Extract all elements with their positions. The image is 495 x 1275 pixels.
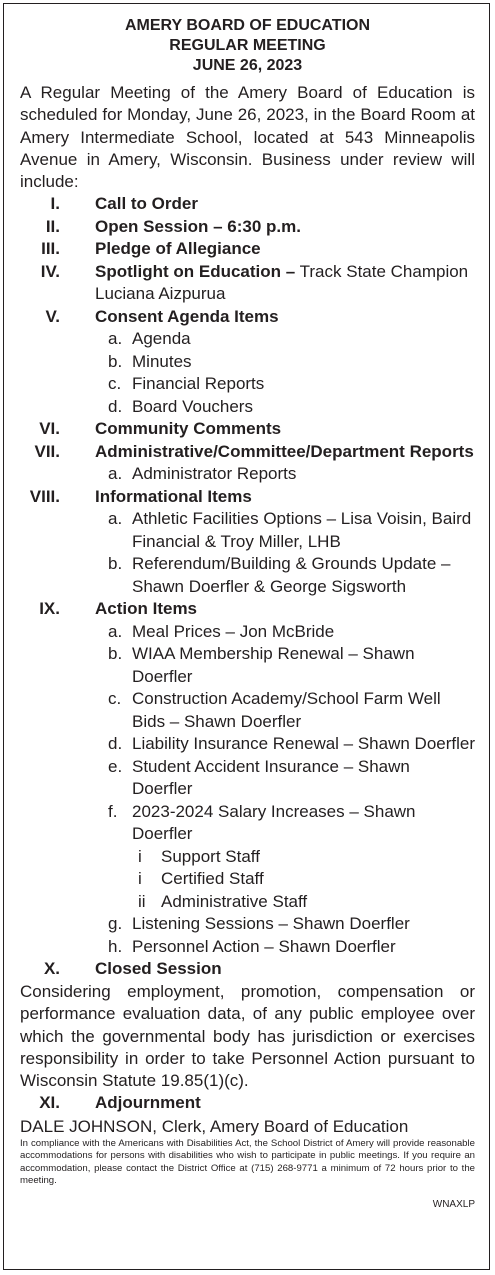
sub-sub-item: [20, 868, 475, 891]
sub-item: [20, 733, 475, 756]
meeting-notice: [20, 16, 475, 1210]
sub-item: [20, 756, 475, 801]
sub-item-letter: a.: [108, 464, 123, 484]
agenda-item-call-to-order: [20, 193, 475, 216]
item-label: Community Comments: [95, 419, 282, 439]
agenda-item-informational: [20, 486, 475, 509]
sub-item-text: Personnel Action – Shawn Doerfler: [132, 936, 396, 956]
sub-item-text: Meal Prices – Jon McBride: [132, 621, 335, 641]
agenda-item-open-session: [20, 216, 475, 239]
item-label: Action Items: [95, 599, 198, 619]
item-number: VIII.: [29, 486, 60, 506]
closed-session-description: Considering employment, promotion, compensation or performance evaluation data, of any public employee over which the governmental body has jurisdiction or exercises responsibility in order to take Personnel Action pursuant to Wisconsin Statute 19.85(1)(c).: [20, 981, 475, 1091]
item-label: Spotlight on Education –: [95, 261, 296, 281]
sub-item-text: Board Vouchers: [132, 396, 253, 416]
sub-item-letter: e.: [108, 756, 123, 776]
sub-item-letter: a.: [108, 621, 123, 641]
publication-code: WNAXLP: [432, 1199, 475, 1211]
sub-item-text: 2023-2024 Salary Increases – Shawn Doerfler: [132, 801, 416, 844]
item-label: Open Session – 6:30 p.m.: [95, 216, 301, 236]
sub-sub-item-text: Support Staff: [161, 846, 260, 866]
sub-sub-item-numeral: i: [138, 846, 142, 866]
item-text: [95, 261, 475, 306]
item-number: VII.: [34, 441, 60, 461]
sub-item: [20, 463, 475, 486]
header-board-name: AMERY BOARD OF EDUCATION: [124, 17, 371, 34]
sub-sub-item-numeral: ii: [138, 891, 146, 911]
agenda-item-pledge: [20, 238, 475, 261]
agenda-item-spotlight: [20, 261, 475, 306]
agenda-item-closed-session: [20, 958, 475, 981]
sub-item-letter: b.: [108, 351, 123, 371]
item-label: Pledge of Allegiance: [95, 239, 261, 259]
sub-item: [20, 553, 475, 598]
item-number: III.: [41, 239, 60, 259]
sub-item: [20, 328, 475, 351]
sub-item: [20, 913, 475, 936]
sub-item: [20, 508, 475, 553]
agenda-item-community-comments: [20, 418, 475, 441]
sub-item-text: Financial Reports: [132, 374, 265, 394]
sub-item-text: Student Accident Insurance – Shawn Doerfler: [132, 756, 410, 799]
sub-item-letter: f.: [108, 801, 118, 821]
sub-item-letter: b.: [108, 554, 123, 574]
sub-item-text: Listening Sessions – Shawn Doerfler: [132, 914, 410, 934]
ada-notice: In compliance with the Americans with Disabilities Act, the School District of Amery will provide reasonable accommodations for persons with disabilities who wish to participate in public meetings. If you require an accommodation, please contact the District Office at (715) 268-9771 a minimum of 72 hours prior to the meeting.: [20, 1137, 475, 1186]
sub-item-letter: a.: [108, 329, 123, 349]
agenda-item-reports: [20, 441, 475, 464]
item-number: VI.: [39, 419, 60, 439]
sub-sub-item: [20, 846, 475, 869]
sub-item-letter: d.: [108, 396, 123, 416]
sub-item-letter: c.: [108, 374, 122, 394]
item-number: IX.: [39, 599, 60, 619]
item-number: XI.: [39, 1093, 60, 1113]
item-label: Informational Items: [95, 486, 252, 506]
sub-item-letter: h.: [108, 936, 123, 956]
sub-sub-item: [20, 891, 475, 914]
sub-item: [20, 936, 475, 959]
sub-item-text: Referendum/Building & Grounds Update – Shawn Doerfler & George Sigsworth: [132, 554, 451, 596]
item-label: Consent Agenda Items: [95, 306, 279, 326]
sub-item-letter: c.: [108, 689, 122, 709]
header-date: JUNE 26, 2023: [192, 57, 303, 74]
sub-item: [20, 801, 475, 846]
sub-sub-item-text: Administrative Staff: [161, 891, 308, 911]
sub-item-letter: d.: [108, 734, 123, 754]
item-number: V.: [45, 306, 60, 326]
intro-paragraph: A Regular Meeting of the Amery Board of Education is scheduled for Monday, June 26, 2023, in the Board Room at Amery Intermediate School, located at 543 Minneapolis Avenue in Amery, Wisconsin. Business under review will include:: [20, 83, 475, 192]
sub-item: [20, 351, 475, 374]
item-label: Call to Order: [95, 194, 198, 214]
agenda-list: [20, 193, 475, 1114]
sub-item-text: Construction Academy/School Farm Well Bids – Shawn Doerfler: [132, 689, 441, 731]
item-number: X.: [43, 959, 60, 979]
agenda-item-consent: [20, 306, 475, 329]
notice-header: [20, 16, 475, 76]
sub-item-text: Administrator Reports: [132, 464, 297, 484]
sub-item-letter: g.: [108, 914, 123, 934]
item-label: Administrative/Committee/Department Reports: [95, 441, 474, 461]
sub-item-text: Liability Insurance Renewal – Shawn Doerfler: [132, 734, 476, 754]
sub-sub-item-text: Certified Staff: [161, 869, 264, 889]
item-number: IV.: [40, 261, 60, 281]
item-detail: Track State Champion Luciana Aizpurua: [95, 261, 469, 304]
clerk-signature-line: DALE JOHNSON, Clerk, Amery Board of Education: [20, 1116, 409, 1136]
sub-item-text: Minutes: [132, 351, 192, 371]
sub-sub-item-numeral: i: [138, 869, 142, 889]
sub-item-text: Agenda: [132, 329, 191, 349]
sub-item-text: Athletic Facilities Options – Lisa Voisin, Baird Financial & Troy Miller, LHB: [132, 509, 472, 551]
sub-item: [20, 373, 475, 396]
agenda-item-adjournment: [20, 1092, 475, 1115]
sub-item: [20, 396, 475, 419]
item-label: Closed Session: [95, 959, 222, 979]
sub-item: [20, 621, 475, 644]
sub-item-text: WIAA Membership Renewal – Shawn Doerfler: [132, 644, 415, 686]
sub-item: [20, 688, 475, 733]
item-label: Adjournment: [95, 1093, 201, 1113]
sub-item: [20, 643, 475, 688]
item-number: I.: [50, 194, 60, 214]
sub-item-letter: b.: [108, 644, 123, 664]
agenda-item-action: [20, 598, 475, 621]
sub-item-letter: a.: [108, 509, 123, 529]
header-meeting-type: REGULAR MEETING: [169, 37, 326, 54]
item-number: II.: [45, 216, 60, 236]
